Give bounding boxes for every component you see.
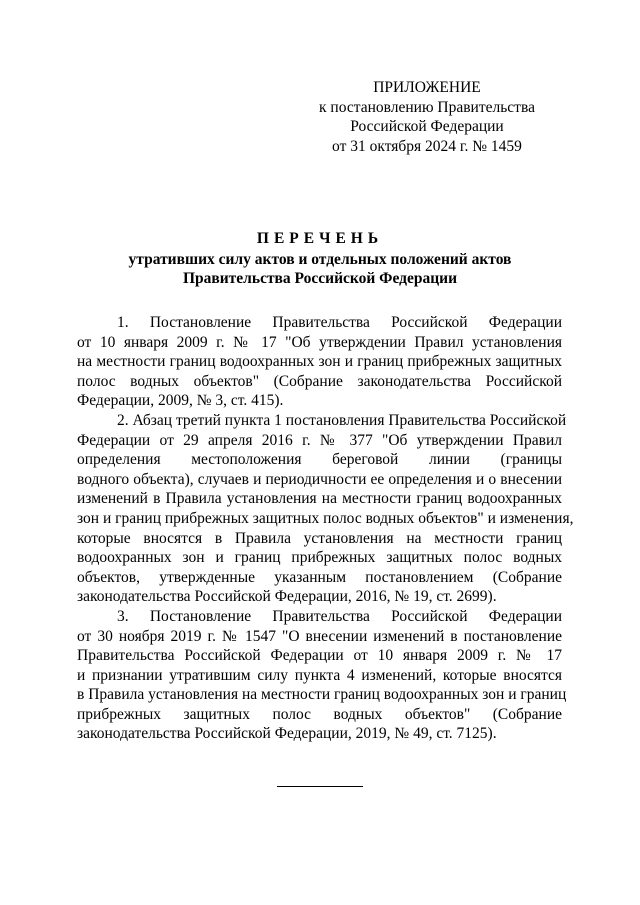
text-line: прибрежных защитных полос водных объектов" (Собрание: [77, 705, 562, 723]
document-subtitle: [80, 250, 560, 288]
document-title: ПЕРЕЧЕНЬ: [256, 230, 384, 247]
text-line: Федерации от 29 апреля 2016 г. № 377 "Об утверждении Правил: [77, 431, 562, 449]
text-line: и признании утратившим силу пункта 4 изменений, которые вносятся: [77, 666, 562, 684]
text-line: Правительства Российской Федерации от 10 января 2009 г. № 17: [77, 647, 562, 665]
list-item-1: [77, 313, 562, 411]
text-line: водоохранных зон и границ прибрежных защитных полос водных: [77, 549, 562, 567]
end-divider: [277, 786, 363, 787]
text-line: определения местоположения береговой линии (границы: [77, 451, 562, 469]
subtitle-line: утративших силу актов и отдельных положений актов: [128, 251, 512, 268]
text-line: 3. Постановление Правительства Российской Федерации: [117, 607, 562, 625]
text-line: которые вносятся в Правила установления на местности границ: [77, 529, 562, 547]
text-line: на местности границ водоохранных зон и границ прибрежных защитных: [77, 353, 562, 371]
text-line: в Правила установления на местности границ водоохранных зон и границ: [77, 686, 567, 704]
text-line: Федерации, 2009, № 3, ст. 415).: [77, 392, 284, 410]
appendix-line: к постановлению Правительства: [319, 98, 535, 116]
appendix-line: Российской Федерации: [350, 118, 504, 135]
appendix-line: от 31 октября 2024 г. № 1459: [332, 137, 522, 155]
text-line: 2. Абзац третий пункта 1 постановления Правительства Российской: [117, 411, 567, 429]
appendix-label: ПРИЛОЖЕНИЕ: [373, 79, 481, 96]
text-line: изменений в Правила установления на местности границ водоохранных: [77, 490, 562, 508]
text-line: зон и границ прибрежных защитных полос водных объектов" и изменения,: [77, 509, 574, 527]
list-item-3: [77, 607, 567, 744]
list-item-2: [77, 411, 574, 607]
text-line: законодательства Российской Федерации, 2019, № 49, ст. 7125).: [77, 725, 497, 743]
text-line: водного объекта), случаев и периодичности ее определения и о внесении: [77, 470, 562, 488]
text-line: полос водных объектов" (Собрание законодательства Российской: [77, 372, 562, 390]
text-line: от 30 ноября 2019 г. № 1547 "О внесении изменений в постановление: [77, 627, 562, 645]
document-body: [77, 313, 574, 744]
text-line: объектов, утвержденные указанным постановлением (Собрание: [77, 568, 562, 586]
text-line: от 10 января 2009 г. № 17 "Об утверждении Правил установления: [77, 333, 562, 351]
appendix-header: [300, 78, 554, 156]
subtitle-line: Правительства Российской Федерации: [182, 270, 458, 287]
text-line: 1. Постановление Правительства Российской Федерации: [117, 314, 562, 331]
text-line: законодательства Российской Федерации, 2016, № 19, ст. 2699).: [77, 588, 497, 606]
